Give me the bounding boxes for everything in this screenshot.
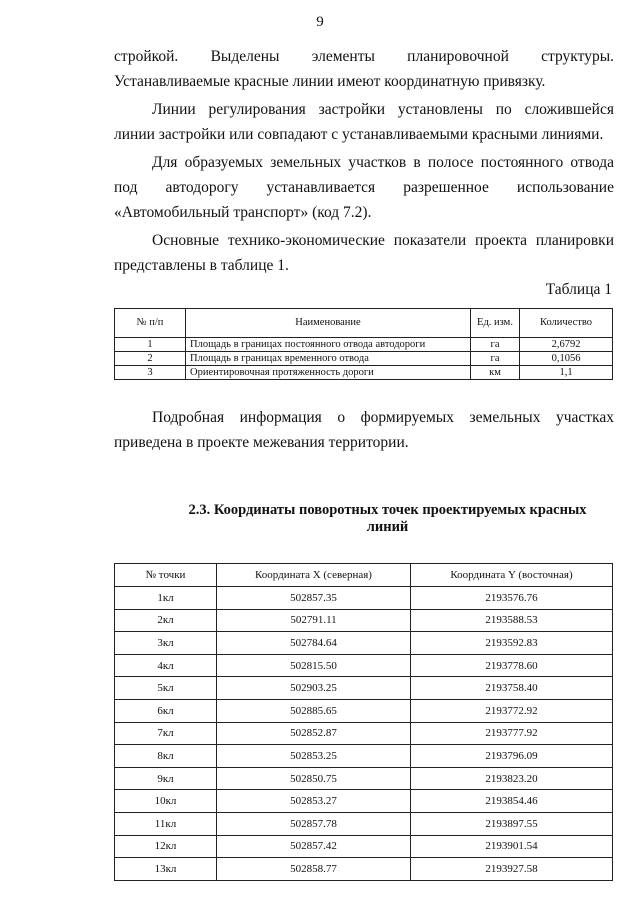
table1-header-quantity: Количество	[520, 309, 613, 338]
table2-cell-point: 8кл	[115, 745, 217, 768]
table2-cell-point: 6кл	[115, 699, 217, 722]
table2-cell-x: 502853.27	[217, 790, 411, 813]
page-number: 9	[316, 14, 324, 30]
table1-header-row	[115, 309, 613, 338]
table2-cell-point: 9кл	[115, 767, 217, 790]
table2-cell-x: 502903.25	[217, 677, 411, 700]
table-row	[115, 745, 613, 768]
table2-cell-y: 2193772.92	[411, 699, 613, 722]
table2-cell-y: 2193777.92	[411, 722, 613, 745]
table2-cell-x: 502885.65	[217, 699, 411, 722]
table2-cell-y: 2193927.58	[411, 858, 613, 881]
table-row	[115, 790, 613, 813]
paragraph-1: стройкой. Выделены элементы планировочной структуры. Устанавливаемые красные линии имеют координатную привязку.	[114, 48, 614, 90]
table1-cell-unit: га	[471, 352, 520, 366]
table2-header-x: Координата X (северная)	[217, 564, 411, 587]
table-row	[115, 352, 613, 366]
paragraph-after-table: Подробная информация о формируемых земельных участках приведена в проекте межевания территории.	[114, 409, 614, 451]
indicators-table	[114, 308, 613, 380]
table1-header-no: № п/п	[115, 309, 186, 338]
paragraph-3: Для образуемых земельных участков в полосе постоянного отвода под автодорогу устанавливается разрешенное использование «Автомобильный транспорт» (код 7.2).	[114, 154, 614, 221]
table2-cell-y: 2193588.53	[411, 609, 613, 632]
table-row	[115, 632, 613, 655]
table1-cell-name: Площадь в границах постоянного отвода автодороги	[186, 338, 471, 352]
table2-cell-x: 502857.78	[217, 812, 411, 835]
table-row	[115, 338, 613, 352]
table2-cell-y: 2193854.46	[411, 790, 613, 813]
table-row	[115, 366, 613, 380]
table-row	[115, 609, 613, 632]
section-heading: 2.3. Координаты поворотных точек проектируемых красных линий	[188, 502, 587, 535]
table2-cell-y: 2193897.55	[411, 812, 613, 835]
table2-cell-point: 4кл	[115, 654, 217, 677]
table2-cell-point: 2кл	[115, 609, 217, 632]
table2-cell-point: 5кл	[115, 677, 217, 700]
table2-cell-y: 2193576.76	[411, 587, 613, 610]
table-row	[115, 812, 613, 835]
table-row	[115, 835, 613, 858]
table2-cell-point: 11кл	[115, 812, 217, 835]
table-row	[115, 587, 613, 610]
table2-cell-point: 13кл	[115, 858, 217, 881]
table-row	[115, 767, 613, 790]
table2-cell-point: 7кл	[115, 722, 217, 745]
table2-cell-x: 502857.42	[217, 835, 411, 858]
table2-header-y: Координата Y (восточная)	[411, 564, 613, 587]
table2-cell-point: 1кл	[115, 587, 217, 610]
table2-cell-x: 502784.64	[217, 632, 411, 655]
table1-header-name: Наименование	[186, 309, 471, 338]
table-row	[115, 654, 613, 677]
table2-cell-y: 2193758.40	[411, 677, 613, 700]
table2-cell-x: 502791.11	[217, 609, 411, 632]
table-row	[115, 858, 613, 881]
table2-cell-x: 502850.75	[217, 767, 411, 790]
table1-header-unit: Ед. изм.	[471, 309, 520, 338]
table2-header-point: № точки	[115, 564, 217, 587]
table1-caption: Таблица 1	[545, 281, 612, 298]
coordinates-table-body	[115, 587, 613, 881]
paragraph-4: Основные технико-экономические показатели проекта планировки представлены в таблице 1.	[114, 232, 614, 274]
table1-cell-no: 2	[115, 352, 186, 366]
table2-cell-point: 3кл	[115, 632, 217, 655]
table2-cell-y: 2193796.09	[411, 745, 613, 768]
table1-cell-unit: га	[471, 338, 520, 352]
table-row	[115, 699, 613, 722]
table2-cell-x: 502857.35	[217, 587, 411, 610]
table1-cell-name: Площадь в границах временного отвода	[186, 352, 471, 366]
table1-cell-no: 3	[115, 366, 186, 380]
table2-cell-y: 2193592.83	[411, 632, 613, 655]
table-row	[115, 722, 613, 745]
table2-cell-x: 502858.77	[217, 858, 411, 881]
table2-cell-x: 502853.25	[217, 745, 411, 768]
table2-header-row	[115, 564, 613, 587]
table2-cell-x: 502815.50	[217, 654, 411, 677]
table1-cell-no: 1	[115, 338, 186, 352]
table2-cell-point: 10кл	[115, 790, 217, 813]
table2-cell-point: 12кл	[115, 835, 217, 858]
table-row	[115, 677, 613, 700]
coordinates-table	[114, 563, 613, 881]
paragraph-2: Линии регулирования застройки установлены по сложившейся линии застройки или совпадают с устанавливаемыми красными линиями.	[114, 101, 614, 143]
table2-cell-y: 2193901.54	[411, 835, 613, 858]
table1-cell-unit: км	[471, 366, 520, 380]
table1-cell-quantity: 2,6792	[520, 338, 613, 352]
table2-cell-y: 2193778.60	[411, 654, 613, 677]
table2-cell-y: 2193823.20	[411, 767, 613, 790]
table1-cell-quantity: 1,1	[520, 366, 613, 380]
table1-cell-quantity: 0,1056	[520, 352, 613, 366]
table2-cell-x: 502852.87	[217, 722, 411, 745]
table1-cell-name: Ориентировочная протяженность дороги	[186, 366, 471, 380]
